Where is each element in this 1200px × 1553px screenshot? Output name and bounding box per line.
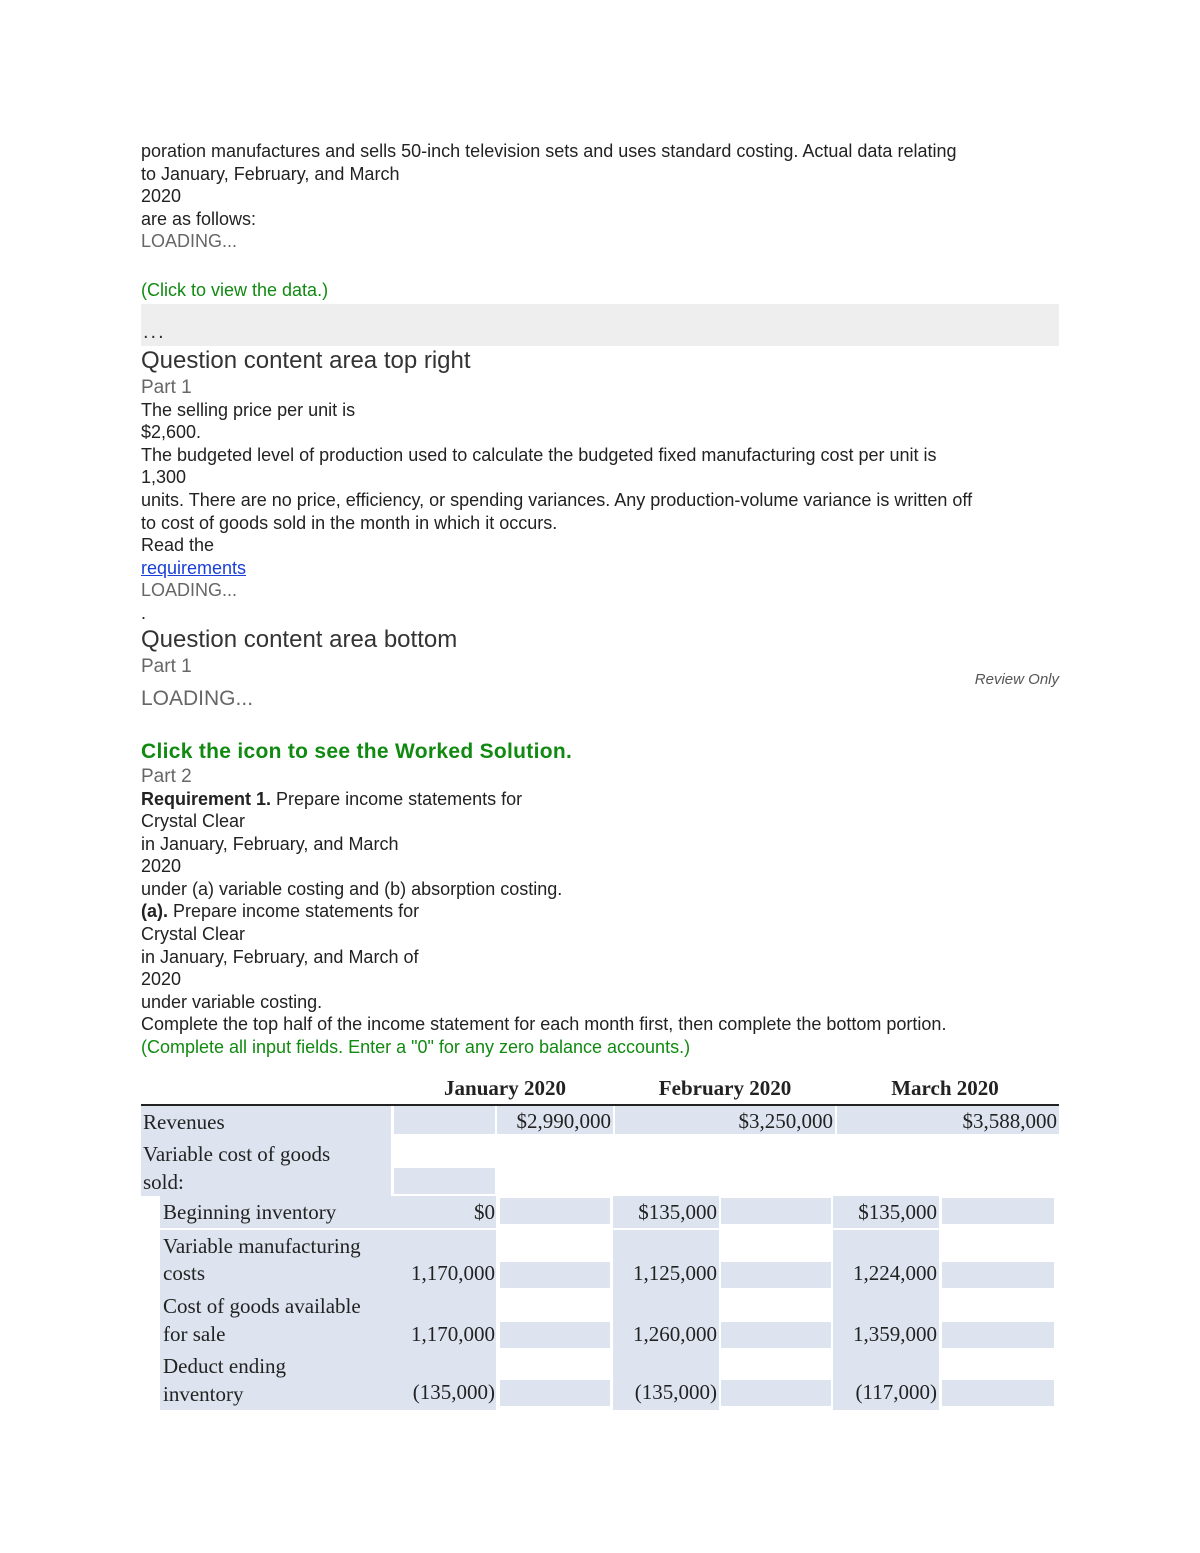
part-2-label: Part 2 (141, 765, 192, 787)
table-header (141, 1074, 1059, 1106)
part-1-label: Part 1 (141, 655, 192, 677)
end-inv-mar: (117,000) (855, 1380, 937, 1404)
intro-line-4: are as follows: (141, 208, 257, 229)
worked-solution-link[interactable]: Click the icon to see the Worked Solution. (141, 739, 573, 763)
cogas-feb: 1,260,000 (633, 1322, 717, 1346)
instructions-text: Complete the top half of the income statement for each month first, then complete the bottom portion. (141, 1014, 947, 1035)
variance-text-1: units. There are no price, efficiency, or spending variances. Any production-volume variance is written off (141, 489, 973, 510)
company-name: Crystal Clear (141, 924, 246, 945)
costing-methods-text: under (a) variable costing and (b) absorption costing. (141, 878, 563, 899)
bottom-heading: Question content area bottom (141, 625, 458, 653)
end-inv-jan: (135,000) (412, 1380, 495, 1404)
top-right-heading: Question content area top right (141, 346, 471, 374)
vcogs-input-jan[interactable] (394, 1168, 495, 1194)
year-text: 2020 (141, 969, 182, 990)
company-name: Crystal Clear (141, 811, 246, 832)
variance-text-2: to cost of goods sold in the month in which it occurs. (141, 512, 558, 533)
vcogs-label-2: sold: (143, 1170, 184, 1194)
vcogs-row (141, 1138, 1059, 1196)
budgeted-level-text: The budgeted level of production used to calculate the budgeted fixed manufacturing cost per unit is (141, 444, 937, 465)
loading-text: LOADING... (141, 580, 238, 601)
loading-text: LOADING... (141, 231, 238, 252)
beg-inv-mar: $135,000 (858, 1200, 937, 1224)
part-a-label: (a). (141, 901, 168, 922)
var-mfg-label-2: costs (163, 1261, 205, 1285)
requirement-1-text: Requirement 1. Prepare income statements for (141, 788, 523, 809)
variable-costing-text: under variable costing. (141, 991, 323, 1012)
months-text: in January, February, and March of (141, 946, 419, 967)
end-inv-feb: (135,000) (634, 1380, 717, 1404)
intro-year: 2020 (141, 186, 182, 207)
cost-of-goods-available-row (141, 1290, 1059, 1350)
variable-manufacturing-row (141, 1230, 1059, 1290)
var-mfg-label-1: Variable manufacturing (163, 1234, 361, 1258)
var-mfg-input-feb[interactable] (721, 1262, 831, 1288)
header-january: January 2020 (444, 1076, 566, 1100)
cogas-input-mar[interactable] (942, 1322, 1054, 1348)
cogas-label-1: Cost of goods available (163, 1294, 361, 1318)
cogas-label-2: for sale (163, 1322, 226, 1346)
end-inv-input-mar[interactable] (942, 1380, 1054, 1406)
cogas-input-jan[interactable] (500, 1322, 610, 1348)
revenues-mar: $3,588,000 (962, 1109, 1057, 1133)
click-to-view-data-link[interactable]: (Click to view the data.) (141, 279, 329, 300)
var-mfg-jan: 1,170,000 (411, 1261, 495, 1285)
input-hint: (Complete all input fields. Enter a "0" for any zero balance accounts.) (141, 1037, 691, 1058)
var-mfg-input-mar[interactable] (942, 1262, 1054, 1288)
header-march: March 2020 (891, 1076, 999, 1100)
beg-inv-input-feb[interactable] (721, 1198, 831, 1224)
var-mfg-feb: 1,125,000 (633, 1261, 717, 1285)
intro-line-2: to January, February, and March (141, 163, 400, 184)
review-only-label: Review Only (974, 670, 1059, 688)
revenues-jan: $2,990,000 (516, 1109, 611, 1133)
question-page (141, 140, 1059, 1059)
selling-price-value: $2,600. (141, 422, 202, 443)
end-inv-label-2: inventory (163, 1382, 244, 1406)
requirements-link[interactable]: requirements (141, 557, 247, 578)
selling-price-text: The selling price per unit is (141, 399, 356, 420)
beginning-inventory-label: Beginning inventory (163, 1200, 337, 1224)
ellipsis-expander[interactable]: ... (141, 304, 1059, 346)
income-statement-table (141, 1074, 1059, 1410)
beg-inv-input-mar[interactable] (942, 1198, 1054, 1224)
budgeted-level-value: 1,300 (141, 467, 187, 488)
var-mfg-input-jan[interactable] (500, 1262, 610, 1288)
cogas-jan: 1,170,000 (411, 1322, 495, 1346)
months-text: in January, February, and March (141, 833, 399, 854)
end-inv-input-jan[interactable] (500, 1380, 610, 1406)
end-inv-input-feb[interactable] (721, 1380, 831, 1406)
part-a-text: (a). Prepare income statements for (141, 901, 420, 922)
year-text: 2020 (141, 856, 182, 877)
end-inv-label-1: Deduct ending (163, 1354, 287, 1378)
loading-text: LOADING... (141, 686, 254, 710)
beg-inv-jan: $0 (474, 1200, 495, 1224)
revenues-row (141, 1106, 1059, 1138)
header-february: February 2020 (658, 1076, 792, 1100)
part-1-label: Part 1 (141, 376, 192, 398)
beginning-inventory-row (141, 1196, 1059, 1230)
vcogs-label-1: Variable cost of goods (143, 1142, 331, 1166)
revenues-input-jan[interactable] (394, 1106, 495, 1134)
requirement-1-label: Requirement 1. (141, 788, 272, 809)
read-the-text: Read the (141, 535, 215, 556)
var-mfg-mar: 1,224,000 (853, 1261, 937, 1285)
ending-inventory-row (141, 1350, 1059, 1410)
cogas-input-feb[interactable] (721, 1322, 831, 1348)
beg-inv-feb: $135,000 (638, 1200, 717, 1224)
period-text: . (141, 602, 147, 623)
revenues-label: Revenues (143, 1110, 225, 1134)
revenues-feb: $3,250,000 (738, 1109, 833, 1133)
beg-inv-input-jan[interactable] (500, 1198, 610, 1224)
cogas-mar: 1,359,000 (853, 1322, 937, 1346)
intro-line-1: poration manufactures and sells 50-inch television sets and uses standard costing. Actual data relating (141, 141, 957, 161)
